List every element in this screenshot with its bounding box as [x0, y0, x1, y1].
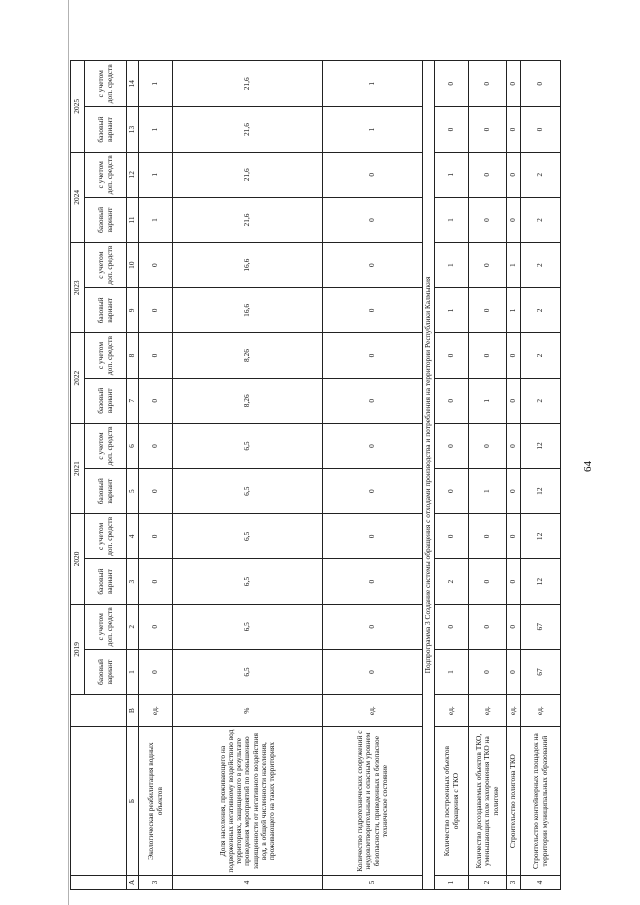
unit: ед. — [469, 695, 507, 727]
indicator-name: Строительство полигона ТКО — [507, 727, 521, 876]
value-cell: 0 — [323, 288, 423, 333]
value-cell: 0 — [469, 514, 507, 559]
value-cell: 12 — [521, 514, 561, 559]
indicator-name: Экологическая реабилитация водных объектов — [139, 727, 173, 876]
value-cell: 0 — [507, 333, 521, 378]
value-cell: 0 — [469, 243, 507, 288]
unit: ед. — [507, 695, 521, 727]
value-cell: 1 — [139, 107, 173, 152]
column-number: 5 — [127, 469, 139, 514]
value-cell: 16,6 — [173, 288, 323, 333]
row-number: 3 — [139, 875, 173, 889]
table-row — [173, 61, 323, 890]
value-cell: 0 — [521, 61, 561, 107]
value-cell: 1 — [435, 197, 469, 242]
value-cell: 8,26 — [173, 333, 323, 378]
header-blank — [71, 875, 127, 889]
value-cell: 0 — [139, 243, 173, 288]
column-letter: Б — [127, 727, 139, 876]
column-letter: В — [127, 695, 139, 727]
value-cell: 0 — [323, 469, 423, 514]
unit: ед. — [435, 695, 469, 727]
value-cell: 21,6 — [173, 107, 323, 152]
value-cell: 2 — [521, 243, 561, 288]
with-funds-header: с учетом доп. средств — [85, 333, 127, 378]
value-cell: 0 — [469, 333, 507, 378]
value-cell: 12 — [521, 469, 561, 514]
base-variant-header: базовый вариант — [85, 107, 127, 152]
value-cell: 0 — [323, 423, 423, 468]
value-cell: 2 — [521, 378, 561, 423]
value-cell: 0 — [435, 333, 469, 378]
value-cell: 0 — [469, 423, 507, 468]
unit: ед. — [521, 695, 561, 727]
indicator-name: Строительство контейнерных площадок на территории муниципальных образований — [521, 727, 561, 876]
base-variant-header: базовый вариант — [85, 197, 127, 242]
value-cell: 0 — [507, 107, 521, 152]
base-variant-header: базовый вариант — [85, 288, 127, 333]
year-header: 2025 — [71, 61, 85, 153]
value-cell: 0 — [139, 649, 173, 694]
value-cell: 0 — [507, 152, 521, 197]
value-cell: 1 — [139, 152, 173, 197]
table-row — [507, 61, 521, 890]
column-number: 2 — [127, 604, 139, 649]
year-header: 2019 — [71, 604, 85, 694]
value-cell: 6,5 — [173, 649, 323, 694]
column-letter: А — [127, 875, 139, 889]
indicator-name: Доля населения, проживающего на подверженных негативному воздействию вод территориях, защищенного в результате проведения мероприятий по повышению защищенности от негативного воздействия вод, в общей численности населения, проживающего на таких территориях — [173, 727, 323, 876]
value-cell: 0 — [323, 559, 423, 604]
value-cell: 1 — [507, 288, 521, 333]
value-cell: 0 — [469, 61, 507, 107]
value-cell: 0 — [323, 378, 423, 423]
value-cell: 0 — [507, 61, 521, 107]
value-cell: 0 — [469, 107, 507, 152]
value-cell: 0 — [507, 559, 521, 604]
value-cell: 0 — [323, 243, 423, 288]
value-cell: 12 — [521, 559, 561, 604]
rotated-table-area — [70, 60, 549, 890]
value-cell: 0 — [507, 423, 521, 468]
with-funds-header: с учетом доп. средств — [85, 423, 127, 468]
column-number: 4 — [127, 514, 139, 559]
unit: ед. — [323, 695, 423, 727]
with-funds-header: с учетом доп. средств — [85, 61, 127, 107]
header-years-row — [71, 61, 85, 890]
column-number: 12 — [127, 152, 139, 197]
value-cell: 0 — [469, 604, 507, 649]
value-cell: 0 — [435, 469, 469, 514]
table-row — [435, 61, 469, 890]
subprogram-row — [423, 61, 435, 890]
value-cell: 0 — [323, 649, 423, 694]
base-variant-header: базовый вариант — [85, 649, 127, 694]
value-cell: 0 — [323, 333, 423, 378]
value-cell: 0 — [139, 559, 173, 604]
value-cell: 21,6 — [173, 61, 323, 107]
value-cell: 6,5 — [173, 469, 323, 514]
with-funds-header: с учетом доп. средств — [85, 152, 127, 197]
value-cell: 1 — [469, 469, 507, 514]
unit: ед. — [139, 695, 173, 727]
table-row — [469, 61, 507, 890]
value-cell: 0 — [507, 469, 521, 514]
value-cell: 6,5 — [173, 604, 323, 649]
value-cell: 2 — [435, 559, 469, 604]
value-cell: 0 — [507, 649, 521, 694]
value-cell: 1 — [435, 288, 469, 333]
base-variant-header: базовый вариант — [85, 469, 127, 514]
row-number: 3 — [507, 875, 521, 889]
value-cell: 1 — [323, 107, 423, 152]
value-cell: 2 — [521, 197, 561, 242]
page-number: 64 — [582, 461, 594, 472]
value-cell: 0 — [435, 604, 469, 649]
table-row — [139, 61, 173, 890]
subprogram-title: Подпрограмма 3 Создание системы обращения с отходами производства и потребления на территории Республики Калмыкия — [423, 61, 435, 890]
value-cell: 0 — [469, 152, 507, 197]
column-number: 7 — [127, 378, 139, 423]
scan-edge-line — [68, 0, 69, 905]
value-cell: 2 — [521, 288, 561, 333]
value-cell: 1 — [323, 61, 423, 107]
value-cell: 6,5 — [173, 514, 323, 559]
value-cell: 1 — [139, 197, 173, 242]
value-cell: 21,6 — [173, 152, 323, 197]
value-cell: 0 — [507, 514, 521, 559]
base-variant-header: базовый вариант — [85, 378, 127, 423]
column-numbers-row — [127, 61, 139, 890]
value-cell: 0 — [435, 61, 469, 107]
value-cell: 0 — [323, 197, 423, 242]
value-cell: 0 — [323, 152, 423, 197]
value-cell: 0 — [469, 559, 507, 604]
value-cell: 16,6 — [173, 243, 323, 288]
column-number: 10 — [127, 243, 139, 288]
value-cell: 1 — [139, 61, 173, 107]
indicator-name: Количество гидротехнических сооружений с неудовлетворительным и опасным уровнем безопасности, приведенных в безопасное техническое состояние — [323, 727, 423, 876]
value-cell: 0 — [521, 107, 561, 152]
value-cell: 0 — [507, 604, 521, 649]
value-cell: 67 — [521, 649, 561, 694]
year-header: 2022 — [71, 333, 85, 423]
value-cell: 6,5 — [173, 559, 323, 604]
row-number: 2 — [469, 875, 507, 889]
value-cell: 21,6 — [173, 197, 323, 242]
row-number: 5 — [323, 875, 423, 889]
row-number: 4 — [521, 875, 561, 889]
value-cell: 8,26 — [173, 378, 323, 423]
base-variant-header: базовый вариант — [85, 559, 127, 604]
value-cell: 1 — [435, 243, 469, 288]
value-cell: 0 — [139, 423, 173, 468]
column-number: 14 — [127, 61, 139, 107]
year-header: 2021 — [71, 423, 85, 513]
value-cell: 67 — [521, 604, 561, 649]
column-number: 8 — [127, 333, 139, 378]
value-cell: 0 — [139, 378, 173, 423]
row-number: 1 — [435, 875, 469, 889]
value-cell: 0 — [139, 288, 173, 333]
row-number: 4 — [173, 875, 323, 889]
value-cell: 6,5 — [173, 423, 323, 468]
unit: % — [173, 695, 323, 727]
indicator-name: Количество досоздаваемых объектов ТКО, уменьшающих поле захоронения ТКО на полигоне — [469, 727, 507, 876]
column-number: 11 — [127, 197, 139, 242]
year-header: 2024 — [71, 152, 85, 242]
header-blank — [71, 695, 127, 727]
value-cell: 0 — [139, 333, 173, 378]
value-cell: 2 — [521, 333, 561, 378]
year-header: 2020 — [71, 514, 85, 604]
with-funds-header: с учетом доп. средств — [85, 604, 127, 649]
indicator-name: Количество построенных объектов обращения с ТКО — [435, 727, 469, 876]
value-cell: 0 — [435, 514, 469, 559]
value-cell: 1 — [469, 378, 507, 423]
header-blank — [71, 727, 127, 876]
year-header: 2023 — [71, 243, 85, 333]
value-cell: 0 — [469, 288, 507, 333]
column-number: 6 — [127, 423, 139, 468]
indicators-table — [70, 60, 561, 890]
value-cell: 0 — [139, 604, 173, 649]
value-cell: 1 — [435, 649, 469, 694]
value-cell: 0 — [139, 514, 173, 559]
value-cell: 0 — [469, 197, 507, 242]
value-cell: 0 — [323, 514, 423, 559]
value-cell: 2 — [521, 152, 561, 197]
value-cell: 1 — [435, 152, 469, 197]
value-cell: 0 — [435, 378, 469, 423]
with-funds-header: с учетом доп. средств — [85, 243, 127, 288]
column-number: 13 — [127, 107, 139, 152]
table-row — [323, 61, 423, 890]
value-cell: 0 — [507, 197, 521, 242]
value-cell: 0 — [139, 469, 173, 514]
value-cell: 1 — [507, 243, 521, 288]
value-cell: 12 — [521, 423, 561, 468]
value-cell: 0 — [507, 378, 521, 423]
with-funds-header: с учетом доп. средств — [85, 514, 127, 559]
value-cell: 0 — [323, 604, 423, 649]
column-number: 1 — [127, 649, 139, 694]
table-row — [521, 61, 561, 890]
value-cell: 0 — [435, 423, 469, 468]
column-number: 3 — [127, 559, 139, 604]
column-number: 9 — [127, 288, 139, 333]
value-cell: 0 — [469, 649, 507, 694]
value-cell: 0 — [435, 107, 469, 152]
